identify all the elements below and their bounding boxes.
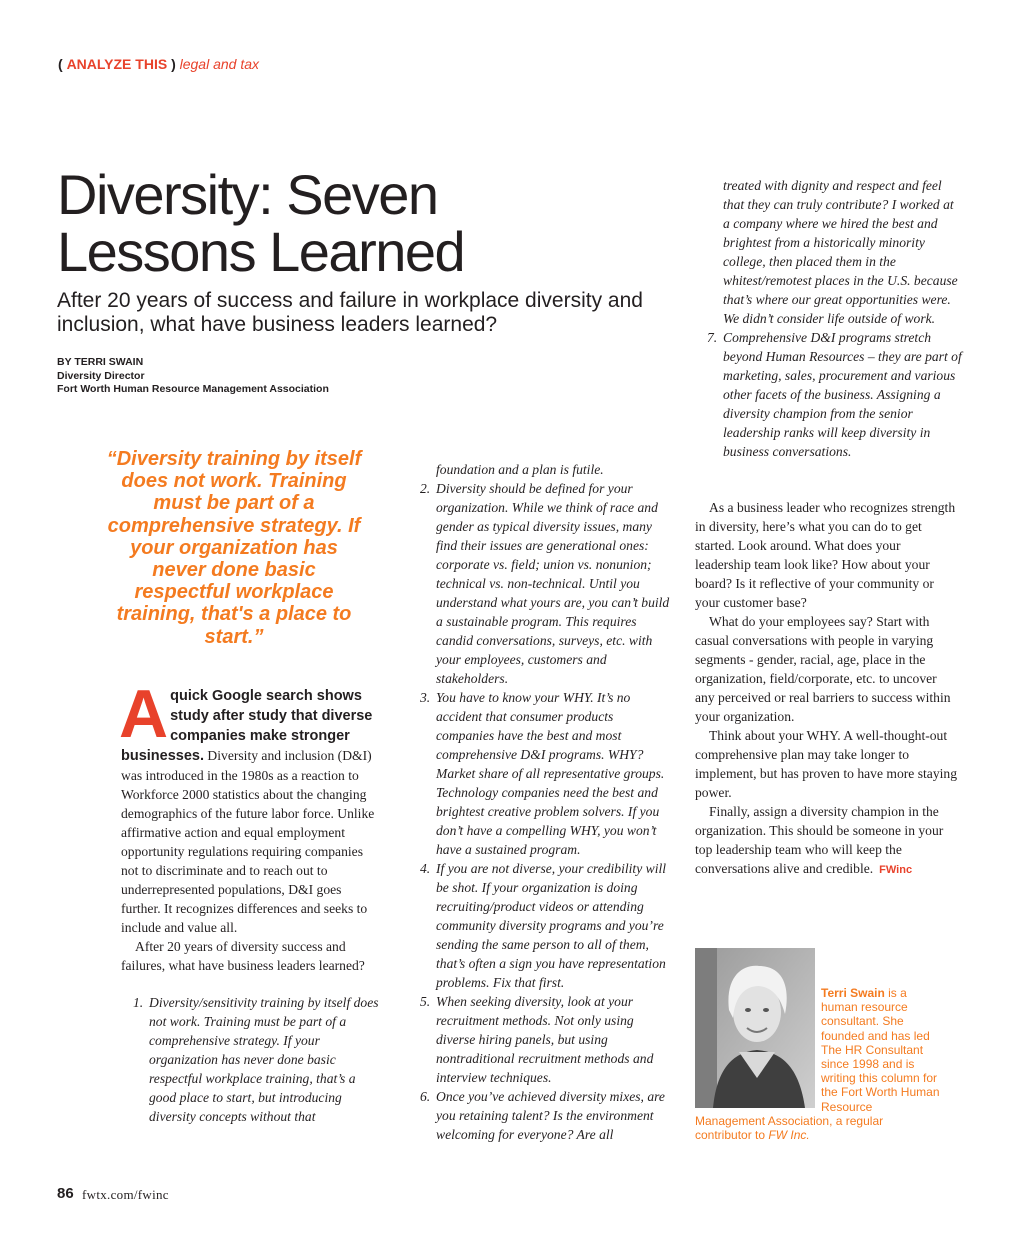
closing-paragraph: What do your employees say? Start with casual conversations with people in varying segments - gender, racial, age, place in the organization, field/corporate, etc. to uncover any perceived or real barriers to success within your organization. (695, 614, 951, 724)
article-title: Diversity: Seven Lessons Learned (57, 163, 465, 283)
end-mark-logo: FWinc (879, 864, 913, 876)
lesson-item: 3. You have to know your WHY. It’s no accident that consumer products companies have the best and most comprehensive D&I programs. WHY? Market share of all representative groups. Technology companies need the best and brightest creative problem solvers. If you don’t have a compelling WHY, you won’t have a sustained program. (420, 690, 665, 857)
lesson-item: 7. Comprehensive D&I programs stretch beyond Human Resources – they are part of marketing, sales, procurement and various other facets of the business. Assigning a diversity champion from the senior leadership ranks will keep diversity in business conversations. (707, 330, 962, 459)
drop-cap: A (119, 676, 169, 752)
section-label: ANALYZE THIS (66, 56, 168, 72)
article-column-3-closing (695, 498, 957, 880)
article-column-1 (119, 676, 379, 1126)
section-header (58, 56, 259, 72)
bio-author-name: Terri Swain (821, 986, 885, 1000)
lessons-list-part-2 (420, 479, 670, 1144)
closing-paragraph: As a business leader who recognizes strength in diversity, here’s what you can do to get started. Look around. What does your leadership team look like? How about your board? Is it reflective of your community or your customer base? (695, 500, 956, 610)
bio-publication: FW Inc. (768, 1128, 810, 1143)
subsection-label: legal and tax (179, 56, 260, 72)
pull-quote: “Diversity training by itself does not work. Training must be part of a comprehensive strategy. If your organization has never done basic respectful workplace training, that's a place to start.” (106, 448, 362, 648)
article-column-3-top (707, 176, 962, 461)
lead-in: quick Google search shows study after study that diverse companies make stronger businesses. (121, 688, 373, 764)
byline-organization: Fort Worth Human Resource Management Association (57, 383, 329, 395)
lesson-item: 6. Once you’ve achieved diversity mixes, are you retaining talent? Is the environment welcoming for everyone? Are all (420, 1089, 665, 1142)
header-close-paren: ) (171, 56, 176, 72)
article-column-2 (420, 460, 670, 1144)
closing-paragraph: Finally, assign a diversity champion in the organization. This should be someone in your top leadership team who will keep the conversations alive and credible. FWinc (695, 804, 944, 876)
lessons-list-part-1 (121, 993, 379, 1126)
article-deck: After 20 years of success and failure in workplace diversity and inclusion, what have business leaders learned? (57, 289, 643, 336)
byline-author: BY TERRI SWAIN (57, 356, 144, 368)
lesson-continued: treated with dignity and respect and feel that they can truly contribute? I worked at a company where we hired the best and brightest from a historically minority college, then placed them in the whitest/remotest places in the U.S. because that’s where our great opportunities were. We didn’t consider life outside of work. (723, 178, 958, 326)
author-bio (695, 986, 941, 1142)
bio-text: is a human resource consultant. She founded and has led The HR Consultant since 1998 and is writing this column for the Fort Worth Human Resource Management Association, a regular contributor to (695, 986, 940, 1143)
closing-paragraph: Think about your WHY. A well-thought-out comprehensive plan may take longer to implement, but has proven to have more staying power. (695, 728, 957, 800)
footer-site-url: fwtx.com/fwinc (82, 1187, 169, 1202)
header-open-paren: ( (58, 56, 63, 72)
intro-question: After 20 years of diversity success and failures, what have business leaders learned? (121, 939, 365, 973)
lesson-item: 1. Diversity/sensitivity training by itself does not work. Training must be part of a comprehensive strategy. If your organization has never done basic respectful workplace training, that’s a good place to start, but introducing diversity concepts without that (133, 995, 379, 1124)
lesson-continued: foundation and a plan is futile. (436, 462, 604, 477)
byline (57, 356, 329, 397)
lessons-list-part-3 (707, 328, 962, 461)
intro-text: Diversity and inclusion (D&I) was introduced in the 1980s as a reaction to Workforce 2000 statistics about the changing demographics of the future labor force. Unlike affirmative action and equal employment opportunity regulations requiring companies not to discriminate and to reach out to underrepresented populations, D&I goes further. It recognizes differences and seeks to include and value all. (121, 748, 375, 935)
lesson-item: 2. Diversity should be defined for your organization. While we think of race and gender as typical diversity issues, many find their issues are generational ones: corporate vs. field; union vs. nonunion; technical vs. non-technical. Until you understand what yours are, you can’t build a sustainable program. This requires candid conversations, surveys, etc. with your employees, customers and stakeholders. (420, 481, 670, 686)
lesson-item: 5. When seeking diversity, look at your recruitment methods. Not only using diverse hiring panels, but using nontraditional recruitment methods and interview techniques. (420, 994, 654, 1085)
intro-paragraph (119, 676, 379, 937)
byline-role: Diversity Director (57, 369, 145, 382)
lesson-item: 4. If you are not diverse, your credibility will be shot. If your organization is doing recruiting/product videos or attending community diversity programs and you’re sending the same person to all of them, that’s often a sign you have representation problems. Fix that first. (420, 861, 667, 990)
page-number: 86 (57, 1185, 74, 1202)
